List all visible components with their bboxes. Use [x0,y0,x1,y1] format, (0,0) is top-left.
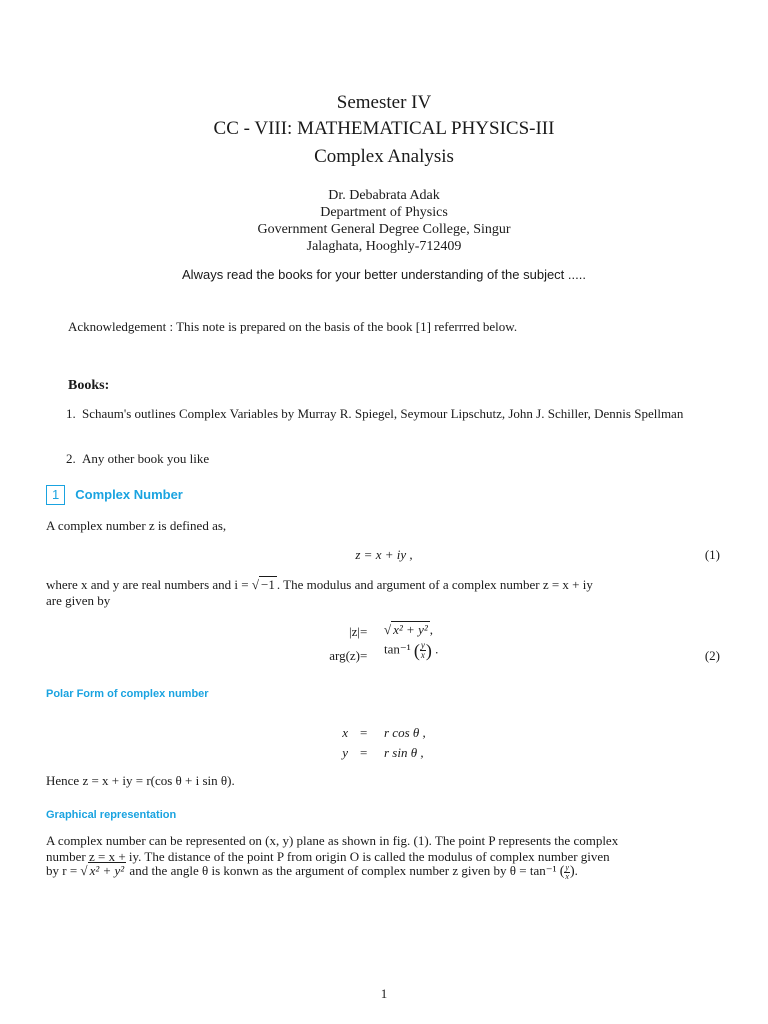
polar-y-lhs: y [342,745,348,760]
modulus-rhs [384,622,433,638]
argument-tail: . [435,641,439,657]
graphical-line-1: A complex number can be represented on (x, y) plane as shown in fig. (1). The point P represents the complex [46,833,619,848]
where-text-end: are given by [46,593,111,608]
author-college: Government General Degree College, Singur [257,222,511,237]
argument-rhs [384,641,438,660]
section-title: Complex Number [75,487,183,502]
graphical-line-2: number z = x + iy. The distance of the point P from origin O is called the modulus of complex number given [46,849,610,864]
fraction-denominator: x [420,650,425,660]
semester-title: Semester IV [336,92,432,113]
fraction-numerator: y [420,640,425,650]
book-item-number: 2. [66,451,76,466]
course-title: CC - VIII: MATHEMATICAL PHYSICS-III [213,118,555,139]
sqrt-symbol: √ x² + y² [384,622,428,637]
polar-y-rhs: r sin θ , [384,745,424,760]
where-text-cont: . The modulus and argument of a complex number z = x + iy [276,577,593,592]
section-number: 1 [46,485,65,505]
equation-1: z = x + iy , [355,547,413,562]
book-item-text: Schaum's outlines Complex Variables by Murray R. Spiegel, Seymour Lipschutz, John J. Schiller, Dennis Spellman [82,406,684,421]
acknowledgement: Acknowledgement : This note is prepared on the basis of the book [1] referrred below. [68,319,518,334]
book-item-2 [66,451,722,467]
equals-sign: = [360,745,368,760]
page-number: 1 [380,986,388,1001]
sqrt-radicand: −1 [261,577,275,592]
section-heading [46,485,183,505]
right-paren: ) [425,640,432,661]
modulus-tail: , [429,622,433,637]
modulus-lhs: |z| [349,624,360,639]
hence-statement: Hence z = x + iy = r(cos θ + i sin θ). [46,773,235,788]
polar-x-lhs: x [342,725,348,740]
book-item-1 [66,406,722,422]
graphical-heading: Graphical representation [46,809,177,821]
author-name: Dr. Debabrata Adak [328,188,440,203]
left-paren: ( [413,640,420,661]
graphical-text-cont: and the angle θ is konwn as the argument of complex number z given by θ = tan⁻¹ [126,863,557,878]
polar-heading: Polar Form of complex number [46,688,209,700]
equation-2-number: (2) [704,648,720,663]
section-intro: A complex number z is defined as, [46,518,227,533]
fraction-numerator: y [565,862,569,872]
sqrt-symbol: √ x² + y² [80,863,125,878]
sqrt-symbol: √ −1 [251,577,275,592]
book-item-number: 1. [66,406,76,421]
author-address: Jalaghata, Hooghly-712409 [306,239,462,254]
arctan-function: tan⁻¹ [384,641,411,657]
sqrt-radicand: x² + y² [393,622,428,637]
topic-title: Complex Analysis [314,146,454,167]
book-item-text: Any other book you like [82,451,210,466]
right-paren: ) [569,864,575,880]
sqrt-radicand: x² + y² [89,863,125,878]
graphical-line-3 [46,863,736,881]
polar-x-rhs: r cos θ , [384,725,426,740]
graphical-text-end: . [574,863,578,878]
tagline: Always read the books for your better understanding of the subject ..... [182,267,586,282]
where-text: where x and y are real numbers and i = [46,577,252,592]
equals-sign: = [360,648,368,663]
equals-sign: = [360,725,368,740]
graphical-text: by r = [46,863,81,878]
argument-lhs: arg(z) [329,648,360,663]
books-heading: Books: [68,378,110,393]
where-paragraph [46,577,726,593]
author-department: Department of Physics [320,205,448,220]
equation-1-number: (1) [704,547,720,562]
left-paren: ( [559,864,565,880]
equals-sign: = [360,624,368,639]
fraction-denominator: x [565,871,569,881]
